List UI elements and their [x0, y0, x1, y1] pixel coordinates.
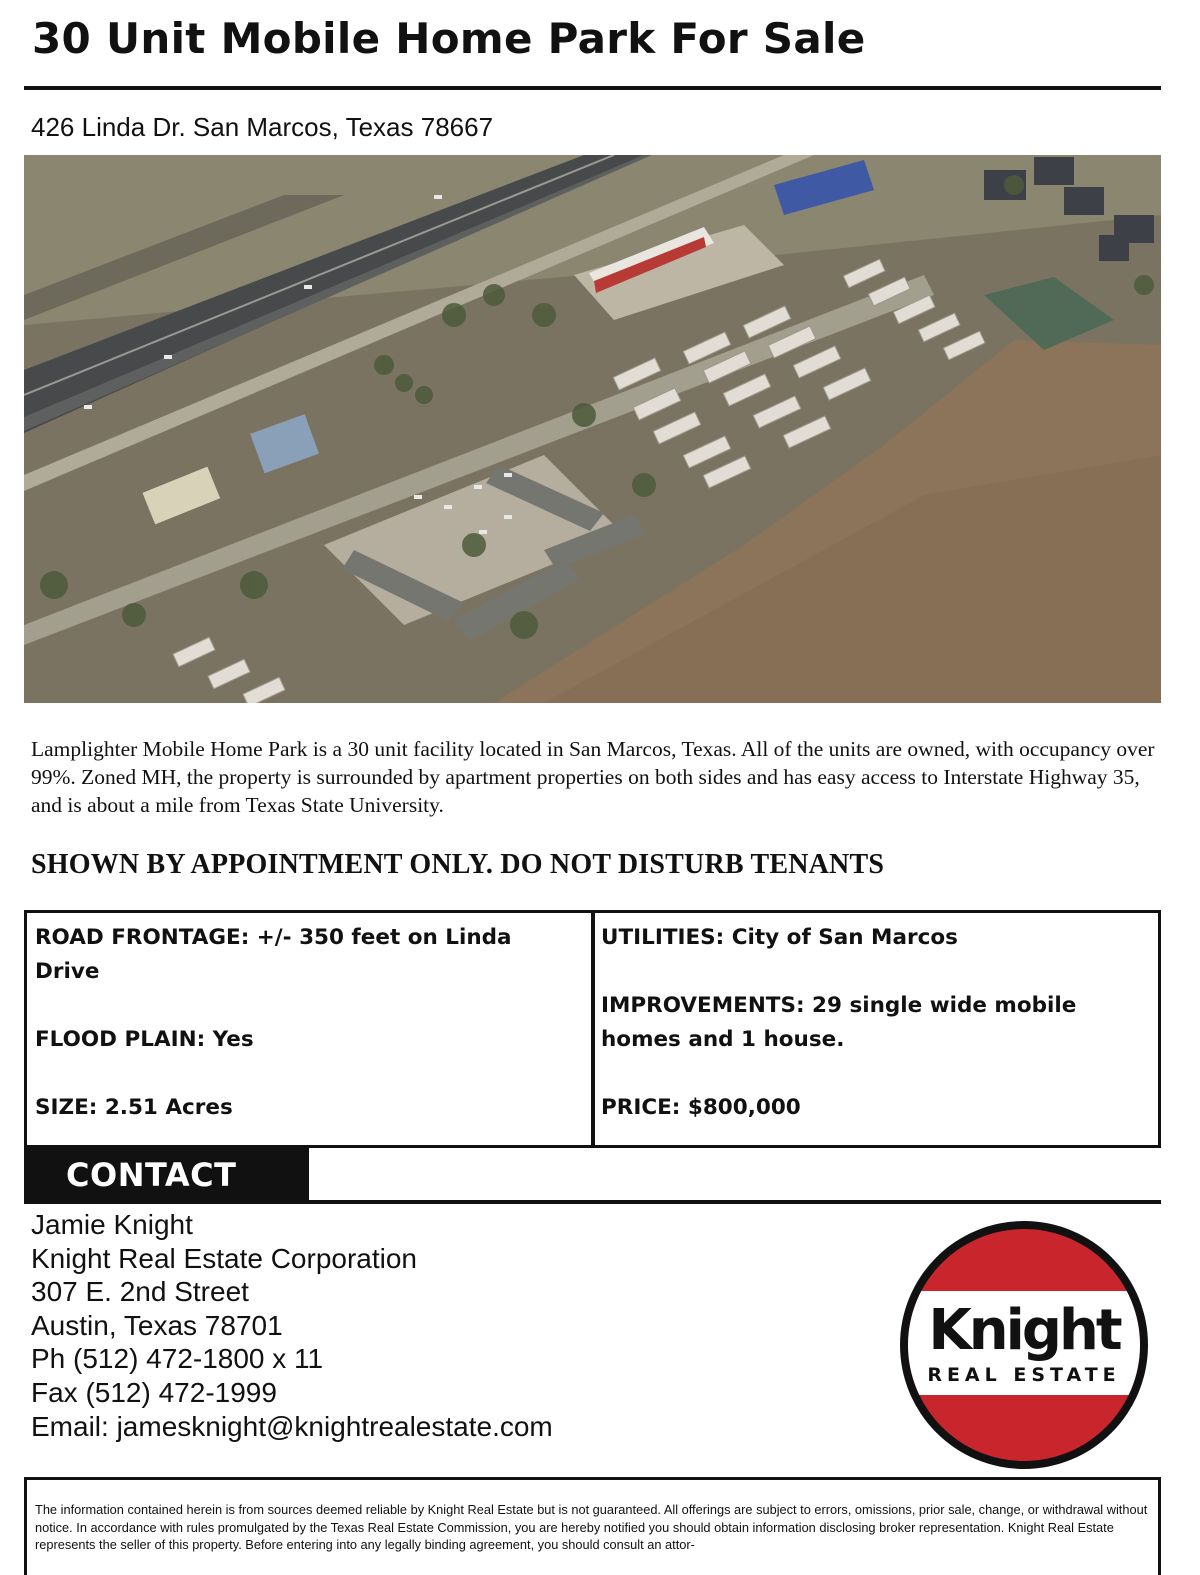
facts-right-column [601, 921, 1151, 1159]
knight-logo [898, 1219, 1150, 1471]
facts-column-divider [591, 913, 595, 1145]
page-title: 30 Unit Mobile Home Park For Sale [32, 14, 866, 63]
property-description: Lamplighter Mobile Home Park is a 30 unit facility located in San Marcos, Texas. All of the units are owned, with occupancy over 99%. Zoned MH, the property is surrounded by apartment properties on both sides and has easy access to Interstate Highway 35, and is about a mile from Texas State University. [31, 737, 1155, 817]
title-divider [24, 86, 1161, 90]
contact-divider [24, 1200, 1161, 1204]
contact-phone[interactable]: Ph (512) 472-1800 x 11 [31, 1343, 324, 1375]
contact-street: 307 E. 2nd Street [31, 1276, 249, 1308]
contact-company: Knight Real Estate Corporation [31, 1242, 417, 1274]
contact-email[interactable]: Email: jamesknight@knightrealestate.com [31, 1410, 553, 1442]
road-frontage: ROAD FRONTAGE: +/- 350 feet on Linda Drive [35, 925, 512, 984]
property-facts-table [24, 910, 1161, 1148]
contact-city: Austin, Texas 78701 [31, 1309, 283, 1341]
contact-name: Jamie Knight [31, 1209, 193, 1240]
contact-heading: CONTACT [66, 1156, 237, 1194]
logo-wordmark: Knight [928, 1298, 1120, 1363]
utilities: UTILITIES: City of San Marcos [601, 925, 958, 950]
contact-fax: Fax (512) 472-1999 [31, 1376, 277, 1408]
property-address: 426 Linda Dr. San Marcos, Texas 78667 [31, 112, 494, 142]
improvements: IMPROVEMENTS: 29 single wide mobile homes and 1 house. [601, 993, 1077, 1052]
appointment-notice: SHOWN BY APPOINTMENT ONLY. DO NOT DISTURB TENANTS [31, 849, 885, 880]
legal-disclaimer: The information contained herein is from sources deemed reliable by Knight Real Estate but is not guaranteed. All offerings are subject to errors, omissions, prior sale, change, or withdrawal without notice. In accordance with rules promulgated by the Texas Real Estate Commission, you are hereby notified you should obtain information disclosing broker representation. Knight Real Estate represents the seller of this property. Before entering into any legally binding agreement, you should consult an attor- [24, 1477, 1161, 1575]
logo-subtitle: REAL ESTATE [927, 1364, 1121, 1386]
price: PRICE: $800,000 [601, 1095, 801, 1120]
contact-details [31, 1208, 553, 1443]
flood-plain: FLOOD PLAIN: Yes [35, 1027, 254, 1052]
aerial-photo [24, 155, 1161, 703]
facts-left-column [35, 921, 580, 1159]
lot-size: SIZE: 2.51 Acres [35, 1095, 233, 1120]
